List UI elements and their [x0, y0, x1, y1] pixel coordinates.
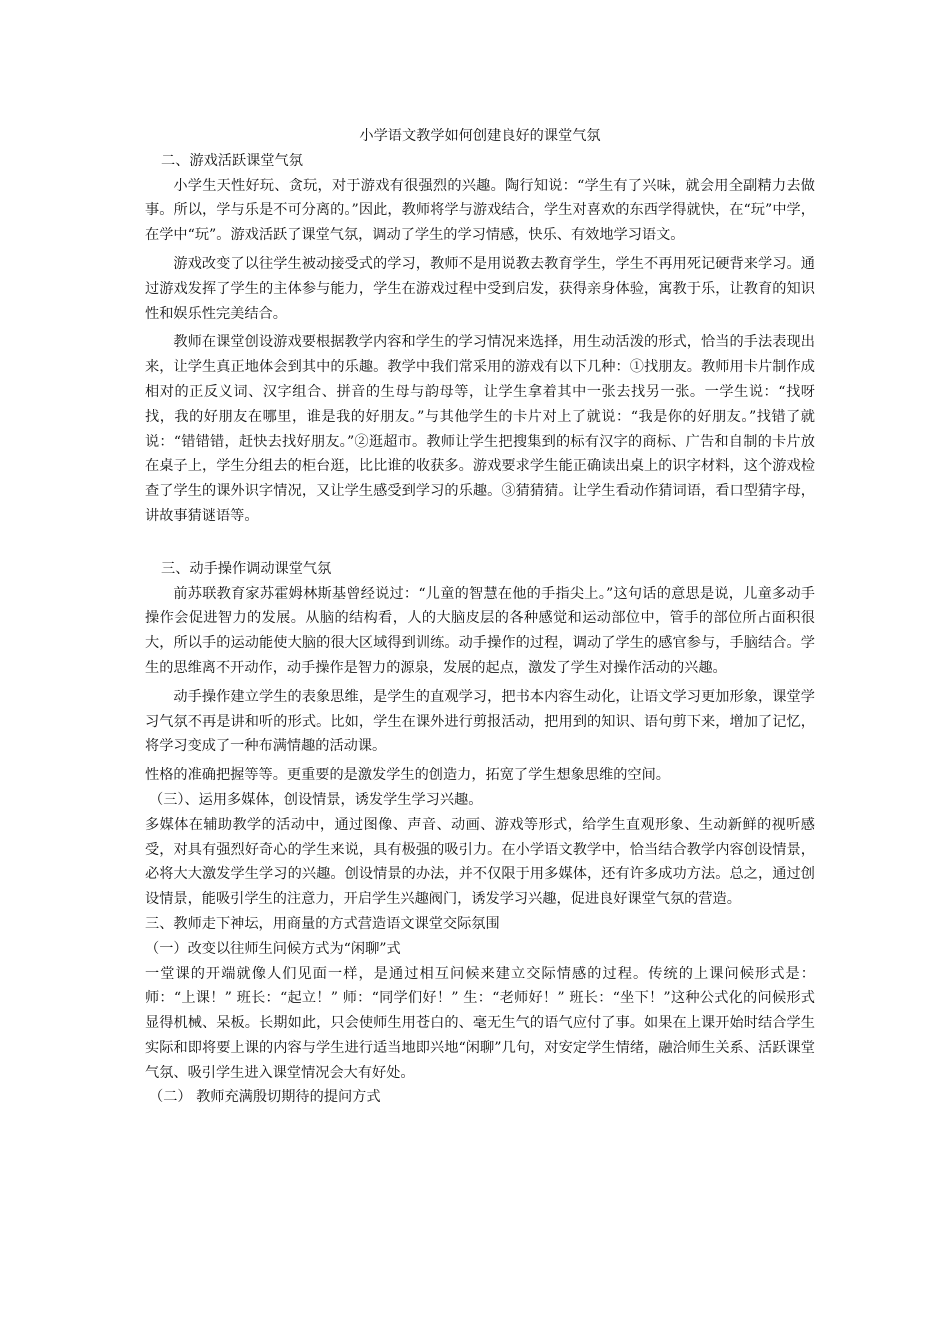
paragraph: 一堂课的开端就像人们见面一样，是通过相互问候来建立交际情感的过程。传统的上课问候形式是：师：“上课！” 班长：“起立！” 师：“同学们好！” 生：“老师好！” 班长：“坐下！”这种公式化的问候形式显得机械、呆板。长期如此，只会使师生用苍白的、毫无生气的语气应付了事。如果在上课开始时结合学生实际和即将要上课的内容与学生进行适当地即兴地“闲聊”几句，对安定学生情绪，融洽师生关系、活跃课堂气氛、吸引学生进入课堂情况会大有好处。: [145, 965, 815, 1081]
paragraph: 多媒体在辅助教学的活动中，通过图像、声音、动画、游戏等形式，给学生直观形象、生动新鲜的视听感受，对具有强烈好奇心的学生来说，具有极强的吸引力。在小学语文教学中，恰当结合教学内容创设情景，必将大大激发学生学习的兴趣。创设情景的办法，并不仅限于用多媒体，还有许多成功方法。总之，通过创设情景，能吸引学生的注意力，开启学生兴趣阀门，诱发学习兴趣，促进良好课堂气氛的营造。: [145, 816, 815, 908]
section-heading-multimedia: （三）、运用多媒体，创设情景，诱发学生学习兴趣。: [149, 791, 483, 808]
paragraph: 小学生天性好玩、贪玩，对于游戏有很强烈的兴趣。陶行知说：“学生有了兴味，就会用全副精力去做事。所以，学与乐是不可分离的。”因此，教师将学与游戏结合，学生对喜欢的东西学得就快，在“玩”中学，在学中“玩”。游戏活跃了课堂气氛，调动了学生的学习情感，快乐、有效地学习语文。: [145, 177, 815, 244]
document-page: [145, 124, 815, 1110]
section-heading-teacher: 三、教师走下神坛，用商量的方式营造语文课堂交际氛围: [145, 915, 500, 932]
paragraph: 前苏联教育家苏霍姆林斯基曾经说过：“儿童的智慧在他的手指尖上。”这句话的意思是说，儿童多动手操作会促进智力的发展。从脑的结构看，人的大脑皮层的各种感觉和运动部位中，管手的部位所占面积很大，所以手的运动能使大脑的很大区域得到训练。动手操作的过程，调动了学生的感官参与，手脑结合。学生的思维离不开动作，动手操作是智力的源泉，发展的起点，激发了学生对操作活动的兴趣。: [145, 585, 815, 676]
section-heading-hands-on: 三、动手操作调动课堂气氛: [161, 560, 332, 577]
section-heading-games: 二、游戏活跃课堂气氛: [161, 152, 303, 169]
subheading-greeting: （一）改变以往师生问候方式为“闲聊”式: [145, 940, 401, 957]
document-title: 小学语文教学如何创建良好的课堂气氛: [359, 128, 601, 144]
subheading-questioning: （二） 教师充满殷切期待的提问方式: [149, 1089, 381, 1106]
paragraph: 性格的准确把握等等。更重要的是激发学生的创造力，拓宽了学生想象思维的空间。: [145, 767, 670, 784]
paragraph: 游戏改变了以往学生被动接受式的学习，教师不是用说教去教育学生，学生不再用死记硬背来学习。通过游戏发挥了学生的主体参与能力，学生在游戏过程中受到启发，获得亲身体验，寓教于乐，让教育的知识性和娱乐性完美结合。: [145, 255, 815, 322]
blank-line: [145, 533, 815, 557]
paragraph: 教师在课堂创设游戏要根据教学内容和学生的学习情况来选择，用生动活泼的形式，恰当的手法表现出来，让学生真正地体会到其中的乐趣。教学中我们常采用的游戏有以下几种：①找朋友。教师用卡片制作成相对的正反义词、汉字组合、拼音的生母与韵母等，让学生拿着其中一张去找另一张。一学生说：“找呀找，我的好朋友在哪里，谁是我的好朋友。”与其他学生的卡片对上了就说：“我是你的好朋友。”找错了就说：“错错错，赶快去找好朋友。”②逛超市。教师让学生把搜集到的标有汉字的商标、广告和自制的卡片放在桌子上，学生分组去的柜台逛，比比谁的收获多。游戏要求学生能正确读出桌上的识字材料，这个游戏检查了学生的课外识字情况，又让学生感受到学习的乐趣。③猜猜猜。让学生看动作猜词语，看口型猜字母，讲故事猜谜语等。: [145, 334, 815, 524]
paragraph: 动手操作建立学生的表象思维，是学生的直观学习，把书本内容生动化，让语文学习更加形象，课堂学习气氛不再是讲和听的形式。比如，学生在课外进行剪报活动，把用到的知识、语句剪下来，增加了记忆，将学习变成了一种布满情趣的活动课。: [145, 688, 815, 755]
